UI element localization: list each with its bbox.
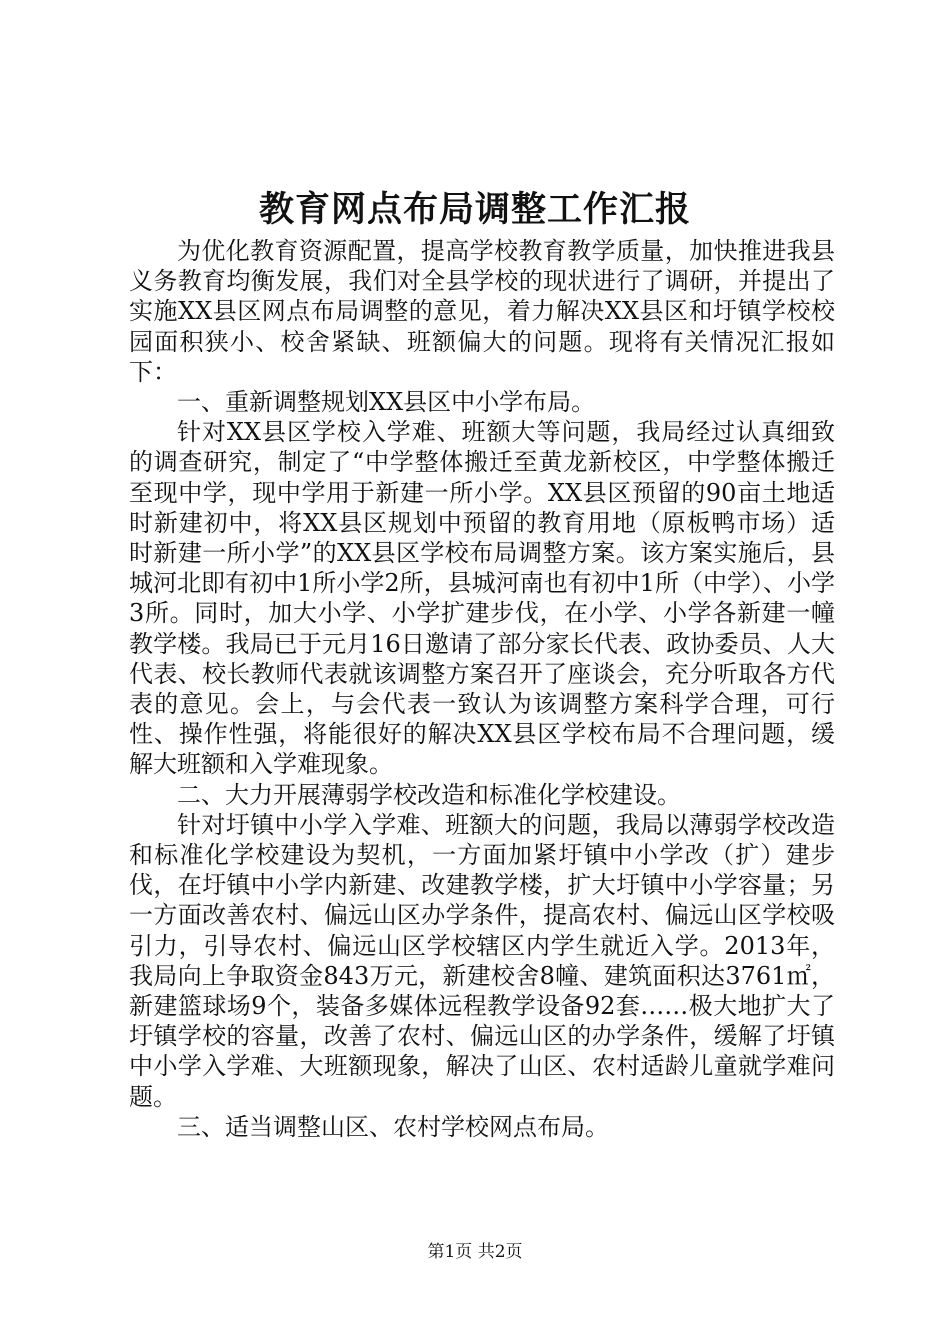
paragraph-intro: 为优化教育资源配置，提高学校教育教学质量，加快推进我县义务教育均衡发展，我们对全县学校的现状进行了调研，并提出了实施XX县区网点布局调整的意见，着力解决XX县区和圩镇学校校园面积狭小、校舍紧缺、班额偏大的问题。现将有关情况汇报如下： — [129, 237, 835, 386]
section-heading-1: 一、重新调整规划XX县区中小学布局。 — [177, 388, 596, 417]
document-title: 教育网点布局调整工作汇报 — [258, 189, 691, 230]
section-heading-3: 三、适当调整山区、农村学校网点布局。 — [177, 1112, 609, 1141]
page-number-footer: 第1页 共2页 — [427, 1242, 523, 1262]
document-body — [129, 236, 835, 1142]
paragraph-section-2: 针对圩镇中小学入学难、班额大的问题，我局以薄弱学校改造和标准化学校建设为契机，一方面加紧圩镇中小学改（扩）建步伐，在圩镇中小学内新建、改建教学楼，扩大圩镇中小学容量；另一方面改善农村、偏远山区办学条件，提高农村、偏远山区学校吸引力，引导农村、偏远山区学校辖区内学生就近入学。2013年，我局向上争取资金843万元，新建校舍8幢、建筑面积达3761㎡，新建篮球场9个，装备多媒体远程教学设备92套……极大地扩大了圩镇学校的容量，改善了农村、偏远山区的办学条件，缓解了圩镇中小学入学难、大班额现象，解决了山区、农村适龄儿童就学难问题。 — [129, 810, 835, 1111]
section-heading-2: 二、大力开展薄弱学校改造和标准化学校建设。 — [177, 780, 681, 809]
paragraph-section-1: 针对XX县区学校入学难、班额大等问题，我局经过认真细致的调查研究，制定了“中学整体搬迁至黄龙新校区，中学整体搬迁至现中学，现中学用于新建一所小学。XX县区预留的90亩土地适时新建初中，将XX县区规划中预留的教育用地（原板鸭市场）适时新建一所小学”的XX县区学校布局调整方案。该方案实施后，县城河北即有初中1所小学2所，县城河南也有初中1所（中学）、小学3所。同时，加大小学、小学扩建步伐，在小学、小学各新建一幢教学楼。我局已于元月16日邀请了部分家长代表、政协委员、人大代表、校长教师代表就该调整方案召开了座谈会，充分听取各方代表的意见。会上，与会代表一致认为该调整方案科学合理，可行性、操作性强，将能很好的解决XX县区学校布局不合理问题，缓解大班额和入学难现象。 — [129, 418, 835, 779]
